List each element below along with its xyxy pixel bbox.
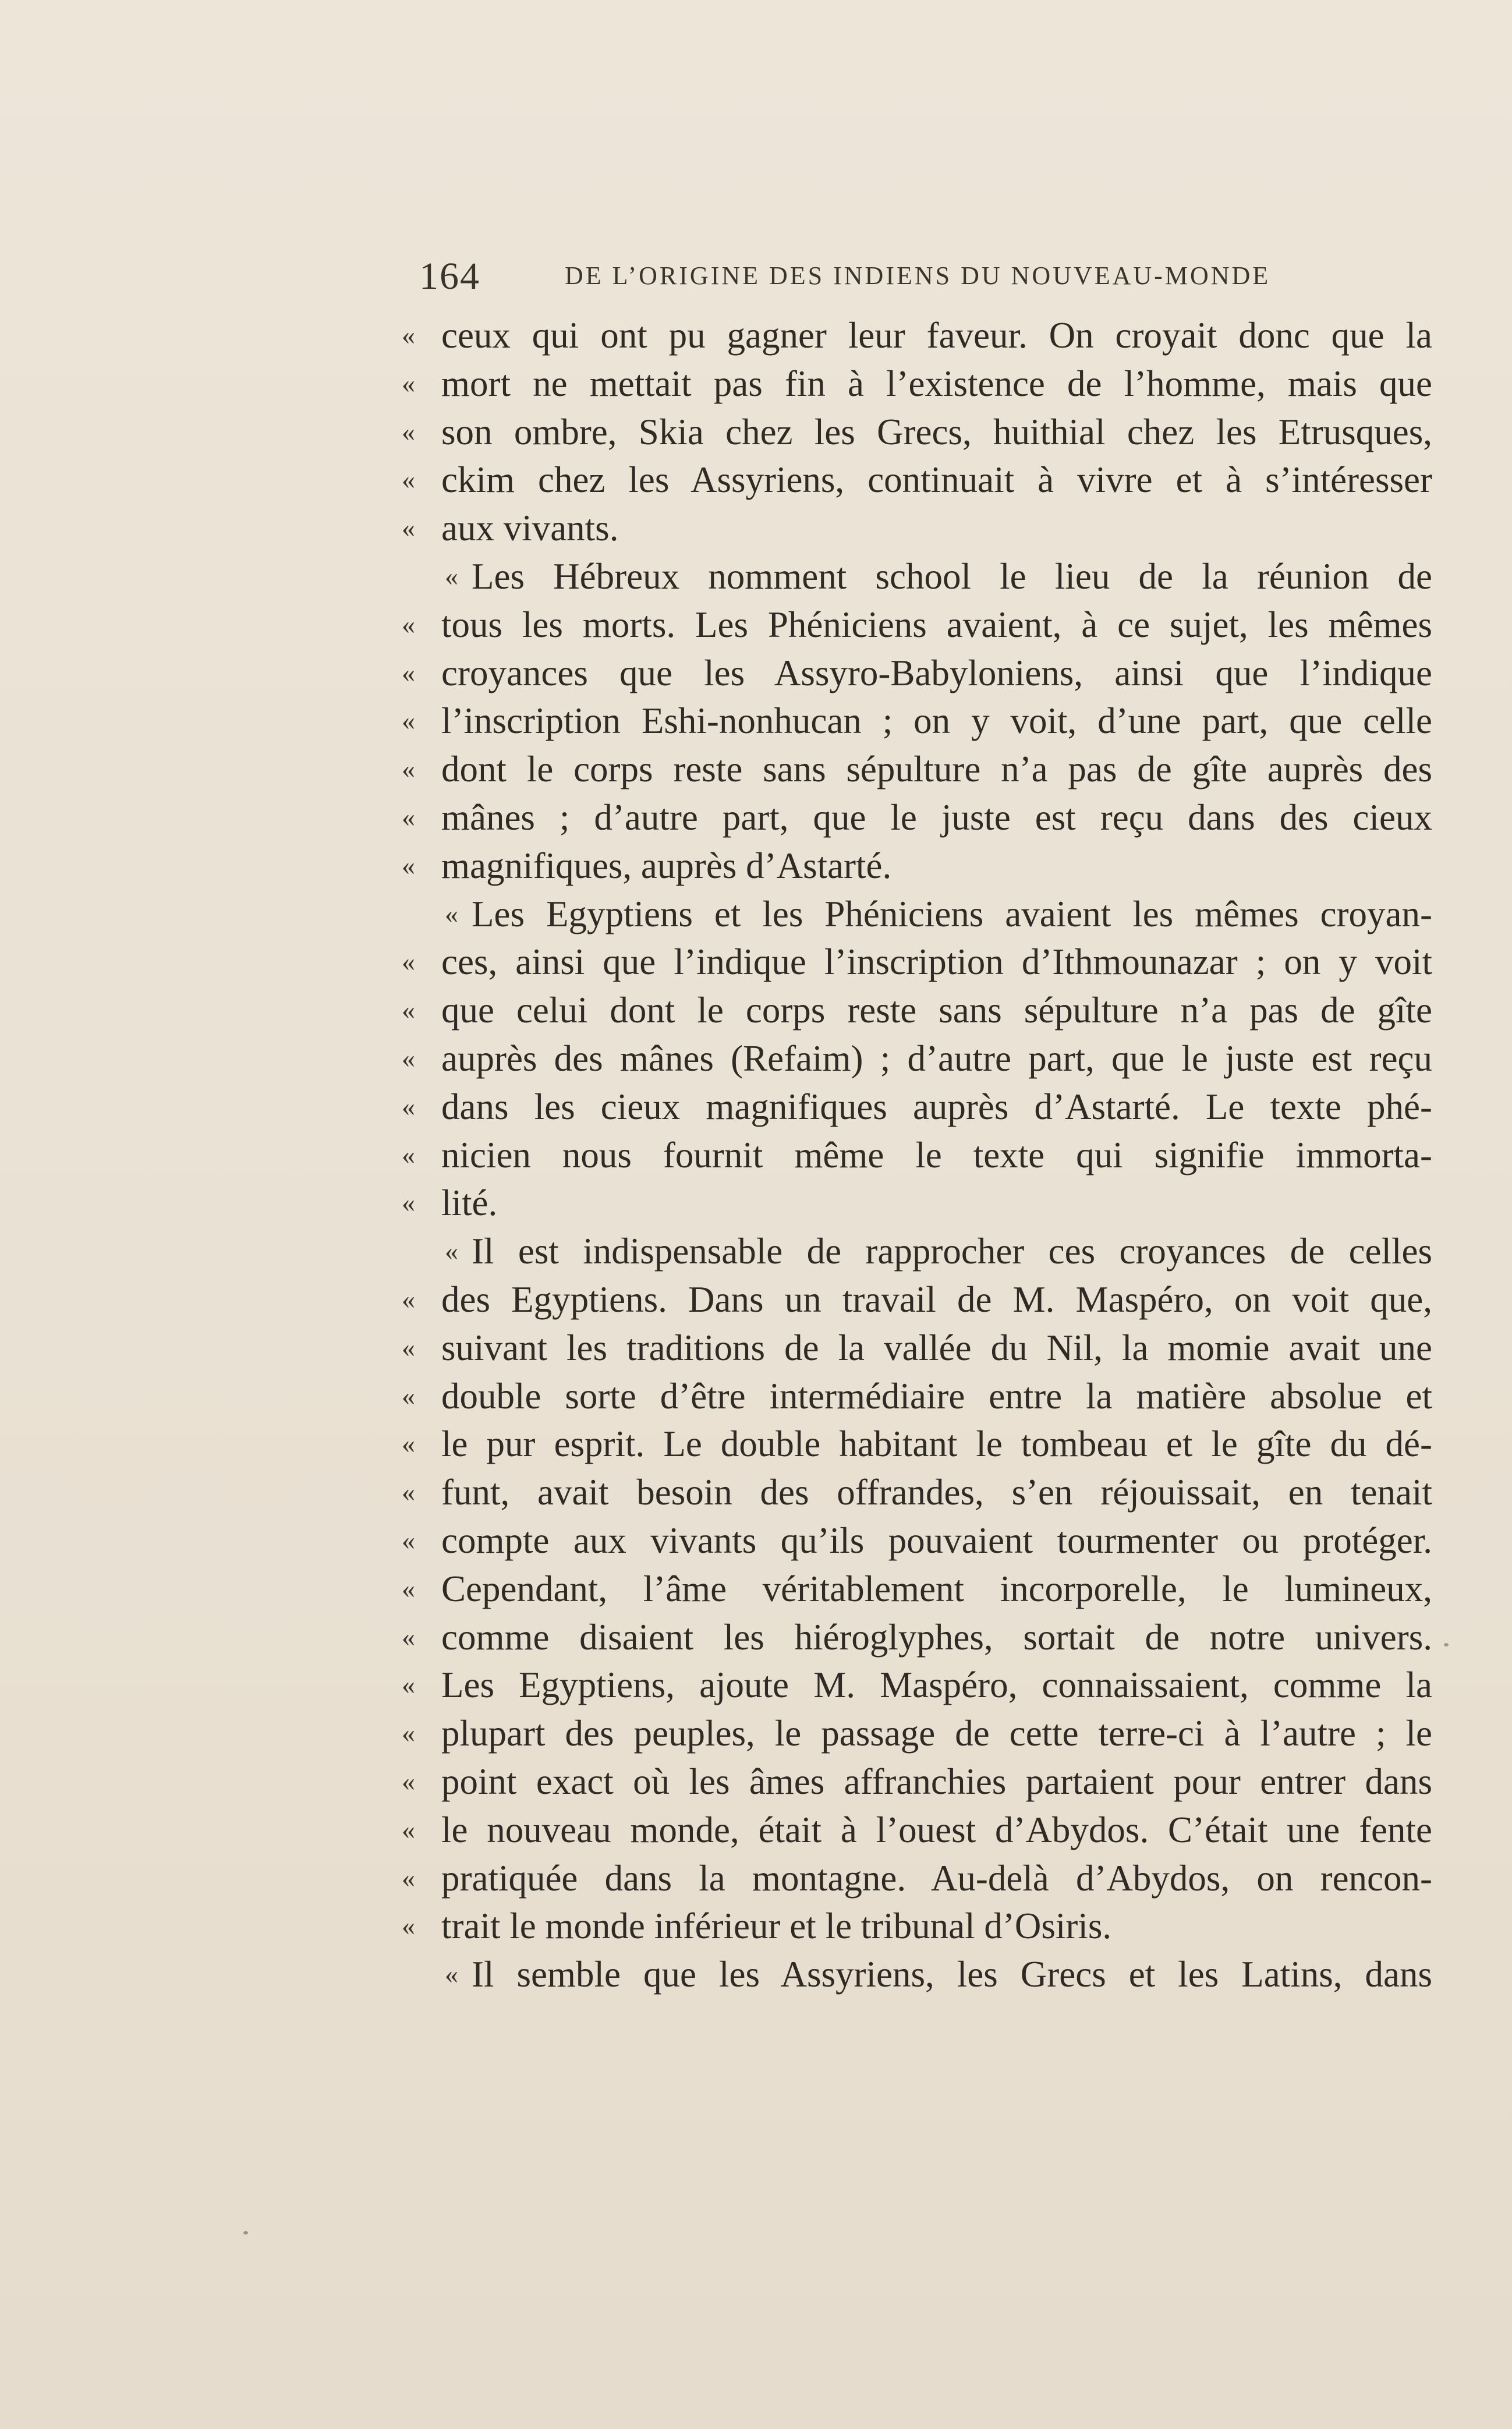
line-text: compte aux vivants qu’ils pouvaient tourmenter ou protéger. — [441, 1520, 1432, 1561]
guillemet-mark: « — [402, 1380, 415, 1411]
guillemet-mark: « — [402, 754, 415, 784]
text-line — [402, 1372, 1432, 1421]
guillemet-mark: « — [402, 1332, 415, 1362]
text-line — [402, 1083, 1432, 1131]
guillemet-mark: « — [402, 1139, 415, 1170]
text-line — [402, 697, 1432, 745]
guillemet-mark: « — [402, 1573, 415, 1603]
text-line — [402, 794, 1432, 842]
text-line — [402, 1902, 1432, 1950]
paragraph-start-line — [402, 890, 1432, 939]
guillemet-mark: « — [402, 657, 415, 688]
line-text: plupart des peuples, le passage de cette terre-ci à l’autre ; le — [441, 1713, 1432, 1754]
text-line — [402, 1468, 1432, 1517]
guillemet-mark: « — [402, 995, 415, 1025]
guillemet-mark: « — [402, 850, 415, 880]
guillemet-mark: « — [402, 1477, 415, 1507]
line-text: trait le monde inférieur et le tribunal d’Osiris. — [441, 1906, 1112, 1947]
line-text: mort ne mettait pas fin à l’existence de l’homme, mais que — [441, 363, 1432, 404]
guillemet-mark: « — [402, 1043, 415, 1073]
guillemet-mark: « — [402, 1863, 415, 1893]
line-text: dans les cieux magnifiques auprès d’Astarté. Le texte phé- — [441, 1086, 1432, 1127]
text-line — [402, 311, 1432, 360]
paragraph-start-line — [402, 1950, 1432, 1999]
guillemet-mark: « — [445, 898, 458, 929]
guillemet-mark: « — [402, 465, 415, 495]
text-line — [402, 938, 1432, 986]
line-text: son ombre, Skia chez les Grecs, huithial chez les Etrusques, — [441, 411, 1432, 452]
line-text: lité. — [441, 1182, 498, 1224]
line-text: Les Hébreux nomment school le lieu de la réunion de — [472, 555, 1432, 597]
guillemet-mark: « — [402, 1188, 415, 1218]
line-text: que celui dont le corps reste sans sépulture n’a pas de gîte — [441, 990, 1432, 1031]
text-line — [402, 1709, 1432, 1758]
paper-speck — [243, 2231, 248, 2235]
text-line — [402, 1806, 1432, 1854]
text-line — [402, 1565, 1432, 1613]
text-line — [402, 986, 1432, 1035]
line-text: dont le corps reste sans sépulture n’a pas de gîte auprès des — [441, 749, 1432, 790]
guillemet-mark: « — [402, 513, 415, 543]
page-number: 164 — [419, 255, 480, 298]
guillemet-mark: « — [402, 416, 415, 447]
paper-speck — [1444, 1643, 1449, 1647]
line-text: ckim chez les Assyriens, continuait à vivre et à s’intéresser — [441, 459, 1432, 501]
running-title: DE L’ORIGINE DES INDIENS DU NOUVEAU-MONDE — [565, 261, 1271, 290]
paragraph-start-line — [402, 553, 1432, 601]
text-line — [402, 1276, 1432, 1324]
guillemet-mark: « — [402, 1814, 415, 1844]
guillemet-mark: « — [402, 706, 415, 736]
guillemet-mark: « — [402, 1621, 415, 1652]
text-line — [402, 504, 1432, 553]
line-text: magnifiques, auprès d’Astarté. — [441, 845, 892, 886]
line-text: le pur esprit. Le double habitant le tombeau et le gîte du dé- — [441, 1424, 1432, 1465]
line-text: Il est indispensable de rapprocher ces croyances de celles — [472, 1231, 1432, 1272]
text-line — [402, 1179, 1432, 1227]
guillemet-mark: « — [402, 947, 415, 977]
guillemet-mark: « — [445, 1236, 458, 1266]
line-text: ceux qui ont pu gagner leur faveur. On croyait donc que la — [441, 315, 1432, 356]
guillemet-mark: « — [402, 368, 415, 398]
line-text: funt, avait besoin des offrandes, s’en réjouissait, en tenait — [441, 1472, 1432, 1513]
running-head — [419, 250, 1432, 303]
line-text: auprès des mânes (Refaim) ; d’autre part, que le juste est reçu — [441, 1038, 1432, 1079]
text-line — [402, 1131, 1432, 1180]
body-text — [402, 311, 1432, 2029]
line-text: Les Egyptiens et les Phéniciens avaient les mêmes croyan- — [472, 893, 1432, 934]
guillemet-mark: « — [402, 1525, 415, 1555]
line-text: tous les morts. Les Phéniciens avaient, à ce sujet, les mêmes — [441, 604, 1432, 645]
guillemet-mark: « — [402, 1766, 415, 1796]
line-text: des Egyptiens. Dans un travail de M. Maspéro, on voit que, — [441, 1279, 1432, 1320]
text-line — [402, 456, 1432, 504]
paragraph-start-line — [402, 1227, 1432, 1276]
line-text: ces, ainsi que l’indique l’inscription d’Ithmounazar ; on y voit — [441, 941, 1432, 983]
line-text: comme disaient les hiéroglyphes, sortait de notre univers. — [441, 1616, 1432, 1658]
guillemet-mark: « — [402, 1718, 415, 1748]
guillemet-mark: « — [402, 1670, 415, 1700]
text-line — [402, 1854, 1432, 1903]
text-line — [402, 842, 1432, 890]
line-text: mânes ; d’autre part, que le juste est reçu dans des cieux — [441, 796, 1432, 838]
line-text: l’inscription Eshi-nonhucan ; on y voit, d’une part, que celle — [441, 700, 1432, 742]
line-text: croyances que les Assyro-Babyloniens, ainsi que l’indique — [441, 652, 1432, 693]
text-line — [402, 649, 1432, 697]
line-text: nicien nous fournit même le texte qui signifie immorta- — [441, 1134, 1432, 1175]
guillemet-mark: « — [445, 561, 458, 591]
guillemet-mark: « — [445, 1959, 458, 1989]
line-text: pratiquée dans la montagne. Au-delà d’Abydos, on rencon- — [441, 1857, 1432, 1899]
text-line — [402, 1613, 1432, 1662]
line-text: point exact où les âmes affranchies partaient pour entrer dans — [441, 1761, 1432, 1802]
guillemet-mark: « — [402, 320, 415, 350]
guillemet-mark: « — [402, 1091, 415, 1121]
line-text: le nouveau monde, était à l’ouest d’Abydos. C’était une fente — [441, 1809, 1432, 1850]
guillemet-mark: « — [402, 1284, 415, 1314]
text-line — [402, 1420, 1432, 1468]
text-line — [402, 1758, 1432, 1806]
guillemet-mark: « — [402, 1429, 415, 1459]
guillemet-mark: « — [402, 609, 415, 639]
text-line — [402, 601, 1432, 649]
text-line — [402, 360, 1432, 408]
line-text: Cependant, l’âme véritablement incorporelle, le lumineux, — [441, 1568, 1432, 1609]
text-line — [402, 408, 1432, 456]
text-line — [402, 1035, 1432, 1083]
guillemet-mark: « — [402, 1911, 415, 1941]
text-line — [402, 1517, 1432, 1565]
text-line — [402, 1324, 1432, 1372]
line-text: suivant les traditions de la vallée du Nil, la momie avait une — [441, 1327, 1432, 1368]
guillemet-mark: « — [402, 802, 415, 832]
line-text: aux vivants. — [441, 508, 619, 549]
text-line — [402, 745, 1432, 794]
text-line — [402, 1661, 1432, 1709]
line-text: double sorte d’être intermédiaire entre la matière absolue et — [441, 1375, 1432, 1417]
line-text: Les Egyptiens, ajoute M. Maspéro, connaissaient, comme la — [441, 1665, 1432, 1706]
line-text: Il semble que les Assyriens, les Grecs et les Latins, dans — [472, 1954, 1432, 1995]
